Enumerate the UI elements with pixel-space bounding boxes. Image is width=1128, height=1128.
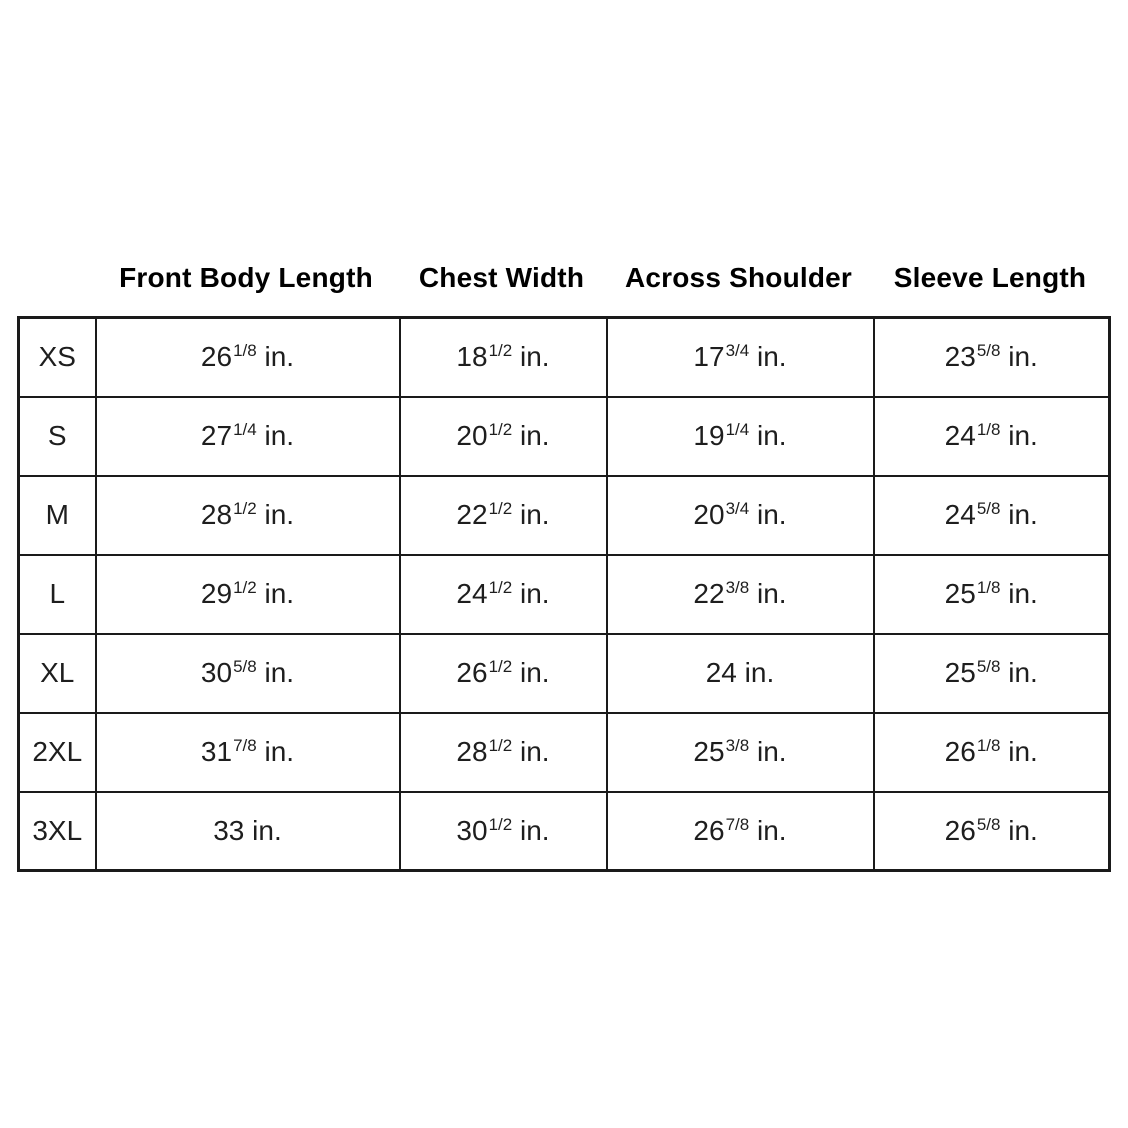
fraction-superscript: 1/2 bbox=[488, 736, 513, 755]
measurement-cell: $30^{1/2}$ in. bbox=[400, 792, 607, 871]
column-header-sleeve-length: Sleeve Length bbox=[893, 262, 1087, 293]
measurement-cell: $29^{1/2}$ in. bbox=[96, 555, 400, 634]
measurement-cell: $25^{3/8}$ in. bbox=[607, 713, 874, 792]
size-label: M bbox=[19, 476, 96, 555]
table-row bbox=[19, 555, 1110, 634]
column-header-front-body-length: Front Body Length bbox=[119, 262, 373, 293]
measurement-cell: $26^{1/8}$ in. bbox=[96, 318, 400, 397]
measurement-cell: 24 in. bbox=[607, 634, 874, 713]
measurement-cell: $26^{1/8}$ in. bbox=[874, 713, 1110, 792]
fraction-superscript: 1/2 bbox=[488, 657, 513, 676]
measurement-cell: $25^{5/8}$ in. bbox=[874, 634, 1110, 713]
fraction-superscript: 1/8 bbox=[976, 736, 1001, 755]
fraction-superscript: 3/8 bbox=[725, 578, 750, 597]
measurement-cell: $24^{1/2}$ in. bbox=[400, 555, 607, 634]
fraction-superscript: 1/2 bbox=[233, 578, 257, 597]
measurement-cell: 33 in. bbox=[96, 792, 400, 871]
measurement-cell: $28^{1/2}$ in. bbox=[96, 476, 400, 555]
measurement-cell: $26^{1/2}$ in. bbox=[400, 634, 607, 713]
measurement-cell: $17^{3/4}$ in. bbox=[607, 318, 874, 397]
size-label: L bbox=[19, 555, 96, 634]
fraction-superscript: 1/2 bbox=[488, 814, 513, 834]
measurement-cell: $31^{7/8}$ in. bbox=[96, 713, 400, 792]
measurement-cell: $18^{1/2}$ in. bbox=[400, 318, 607, 397]
size-chart-body bbox=[19, 318, 1110, 871]
fraction-superscript: 5/8 bbox=[233, 657, 257, 676]
fraction-superscript: 1/2 bbox=[233, 499, 257, 518]
measurement-cell: $20^{3/4}$ in. bbox=[607, 476, 874, 555]
table-row bbox=[19, 713, 1110, 792]
column-header-chest-width: Chest Width bbox=[418, 262, 585, 293]
fraction-superscript: 5/8 bbox=[976, 341, 1001, 361]
column-headers bbox=[17, 256, 1108, 300]
fraction-superscript: 3/4 bbox=[725, 341, 750, 361]
measurement-cell: $24^{5/8}$ in. bbox=[874, 476, 1110, 555]
table-row bbox=[19, 397, 1110, 476]
fraction-superscript: 7/8 bbox=[725, 814, 750, 834]
fraction-superscript: 1/8 bbox=[233, 341, 257, 361]
measurement-cell: $30^{5/8}$ in. bbox=[96, 634, 400, 713]
size-chart-table bbox=[17, 316, 1111, 872]
measurement-cell: $26^{5/8}$ in. bbox=[874, 792, 1110, 871]
fraction-superscript: 3/8 bbox=[725, 736, 750, 755]
size-label: XL bbox=[19, 634, 96, 713]
fraction-superscript: 5/8 bbox=[976, 814, 1001, 834]
measurement-cell: $19^{1/4}$ in. bbox=[607, 397, 874, 476]
table-row bbox=[19, 476, 1110, 555]
fraction-superscript: 1/2 bbox=[488, 499, 513, 518]
table-row bbox=[19, 318, 1110, 397]
measurement-cell: $27^{1/4}$ in. bbox=[96, 397, 400, 476]
measurement-cell: $26^{7/8}$ in. bbox=[607, 792, 874, 871]
measurement-cell: $22^{1/2}$ in. bbox=[400, 476, 607, 555]
size-label: XS bbox=[19, 318, 96, 397]
measurement-cell: $24^{1/8}$ in. bbox=[874, 397, 1110, 476]
fraction-superscript: 1/4 bbox=[725, 420, 750, 439]
measurement-cell: $28^{1/2}$ in. bbox=[400, 713, 607, 792]
fraction-superscript: 1/2 bbox=[488, 341, 513, 361]
size-label: 2XL bbox=[19, 713, 96, 792]
fraction-superscript: 1/2 bbox=[488, 578, 513, 597]
fraction-superscript: 1/8 bbox=[976, 578, 1001, 597]
fraction-superscript: 5/8 bbox=[976, 657, 1001, 676]
size-label: 3XL bbox=[19, 792, 96, 871]
table-row bbox=[19, 792, 1110, 871]
fraction-superscript: 3/4 bbox=[725, 499, 750, 518]
measurement-cell: $25^{1/8}$ in. bbox=[874, 555, 1110, 634]
fraction-superscript: 7/8 bbox=[233, 736, 257, 755]
fraction-superscript: 5/8 bbox=[976, 499, 1001, 518]
fraction-superscript: 1/2 bbox=[488, 420, 513, 439]
measurement-cell: $20^{1/2}$ in. bbox=[400, 397, 607, 476]
measurement-cell: $23^{5/8}$ in. bbox=[874, 318, 1110, 397]
size-label: S bbox=[19, 397, 96, 476]
column-header-across-shoulder: Across Shoulder bbox=[624, 262, 853, 293]
table-row bbox=[19, 634, 1110, 713]
measurement-cell: $22^{3/8}$ in. bbox=[607, 555, 874, 634]
fraction-superscript: 1/4 bbox=[233, 420, 257, 439]
fraction-superscript: 1/8 bbox=[976, 420, 1001, 439]
